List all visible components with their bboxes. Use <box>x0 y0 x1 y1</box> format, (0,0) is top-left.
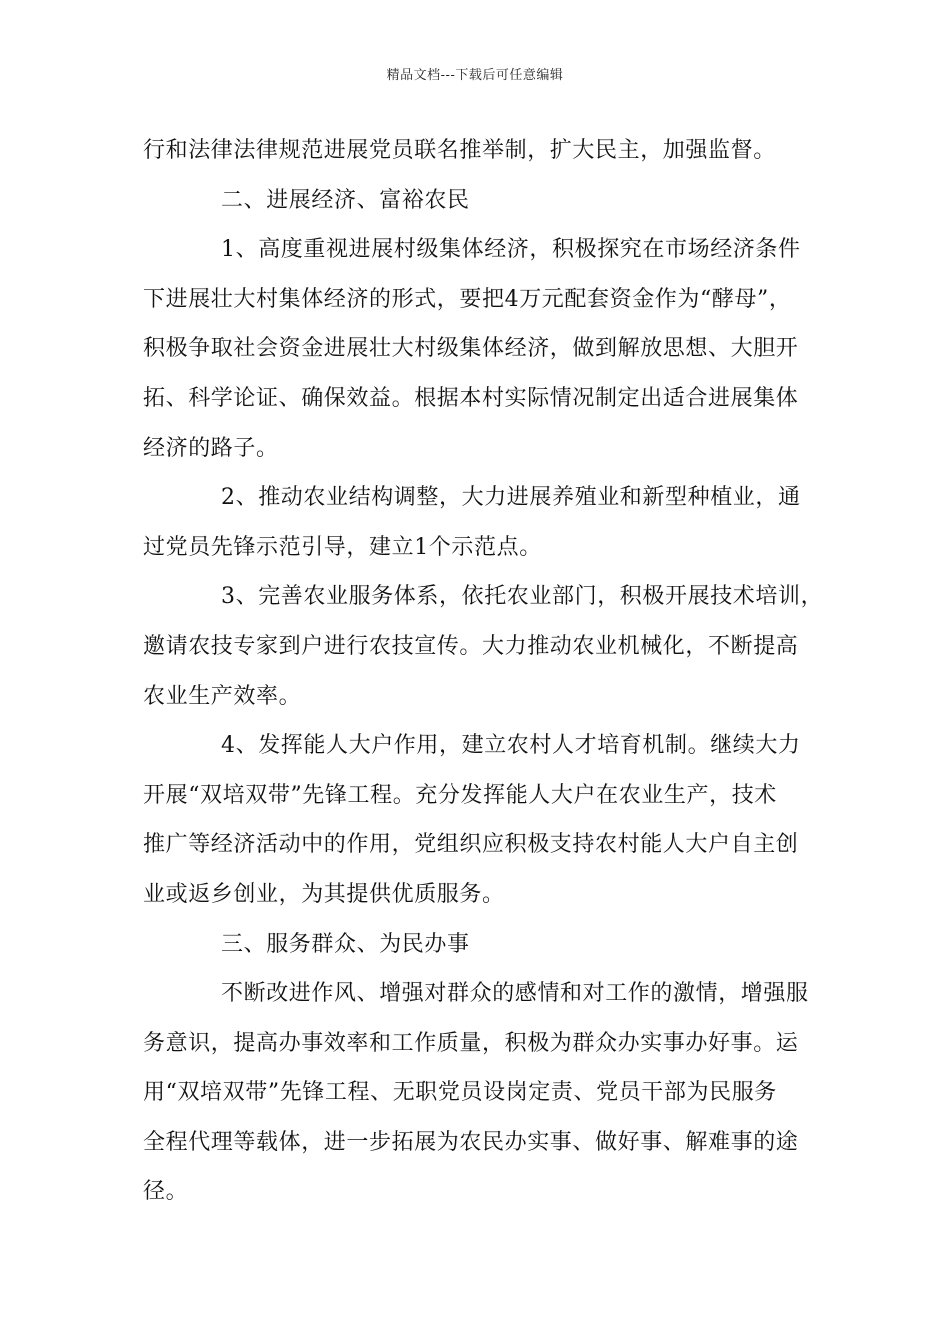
text-line: 开展“双培双带”先锋工程。充分发挥能人大户在农业生产，技术 <box>143 782 777 808</box>
text-line: 不断改进作风、增强对群众的感情和对工作的激情，增强服 <box>221 981 809 1007</box>
text-line: 农业生产效率。 <box>143 683 302 709</box>
text-line: 径。 <box>143 1179 189 1205</box>
text-line: 过党员先锋示范引导，建立1个示范点。 <box>143 534 542 560</box>
section-heading: 二、进展经济、富裕农民 <box>221 187 470 213</box>
section-heading: 三、服务群众、为民办事 <box>221 931 470 957</box>
text-line: 全程代理等载体，进一步拓展为农民办实事、做好事、解难事的途 <box>143 1129 799 1155</box>
text-line: 业或返乡创业，为其提供优质服务。 <box>143 881 505 907</box>
text-line: 2、推动农业结构调整，大力进展养殖业和新型种植业，通 <box>221 485 801 511</box>
text-line: 务意识，提高办事效率和工作质量，积极为群众办实事办好事。运 <box>143 1030 799 1056</box>
page-header: 精品文档---下载后可任意编辑 <box>386 68 564 83</box>
text-line: 4、发挥能人大户作用，建立农村人才培育机制。继续大力 <box>221 733 801 759</box>
text-line: 3、完善农业服务体系，依托农业部门，积极开展技术培训， <box>221 584 824 610</box>
text-line: 经济的路子。 <box>143 435 279 461</box>
text-line: 邀请农技专家到户进行农技宣传。大力推动农业机械化，不断提高 <box>143 633 799 659</box>
text-line: 下进展壮大村集体经济的形式，要把4万元配套资金作为“酵母”， <box>143 286 792 312</box>
text-line: 积极争取社会资金进展壮大村级集体经济，做到解放思想、大胆开 <box>143 336 799 362</box>
text-line: 1、高度重视进展村级集体经济，积极探究在市场经济条件 <box>221 237 801 263</box>
text-line: 行和法律法律规范进展党员联名推举制，扩大民主，加强监督。 <box>143 138 776 163</box>
text-line: 用“双培双带”先锋工程、无职党员设岗定责、党员干部为民服务 <box>143 1080 777 1106</box>
text-line: 拓、科学论证、确保效益。根据本村实际情况制定出适合进展集体 <box>143 385 799 411</box>
document-body <box>143 126 823 1217</box>
text-line: 推广等经济活动中的作用，党组织应积极支持农村能人大户自主创 <box>143 832 799 858</box>
